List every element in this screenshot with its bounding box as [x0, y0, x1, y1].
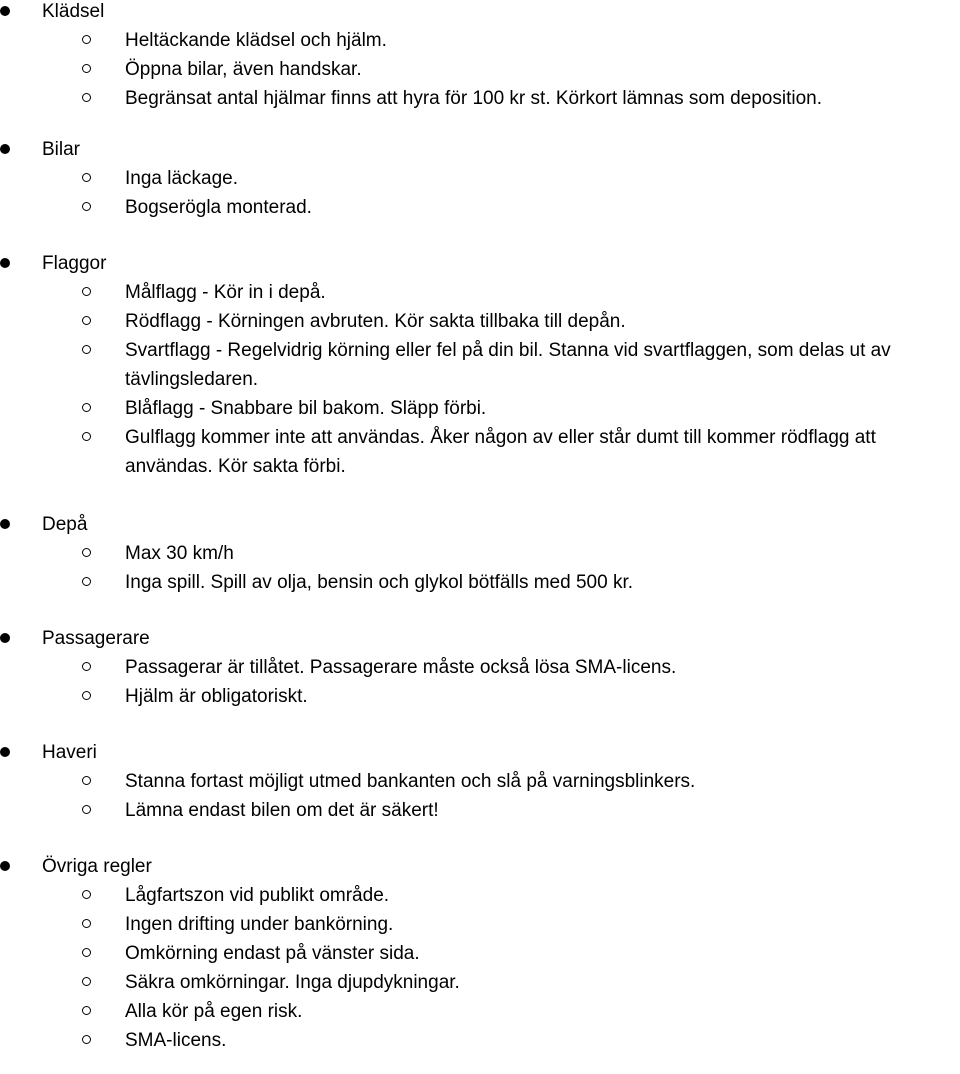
hollow-bullet-icon [82, 93, 91, 102]
hollow-bullet-icon [82, 919, 91, 928]
list-item [0, 796, 960, 825]
list-item [0, 278, 960, 307]
section-heading-text: Klädsel [42, 1, 105, 22]
bullet-dot-icon [0, 6, 10, 16]
section-heading-text: Flaggor [42, 253, 107, 274]
hollow-bullet-icon [82, 1035, 91, 1044]
hollow-bullet-icon [82, 662, 91, 671]
section-heading-text: Övriga regler [42, 856, 152, 877]
section-heading-text: Passagerare [42, 628, 150, 649]
hollow-bullet-icon [82, 776, 91, 785]
section-heading [0, 624, 960, 653]
list-item [0, 767, 960, 796]
list-item [0, 336, 960, 394]
section-bilar [0, 135, 960, 222]
list-item [0, 653, 960, 682]
hollow-bullet-icon [82, 977, 91, 986]
list-item [0, 997, 960, 1026]
rule-list [0, 767, 960, 825]
section-heading-text: Bilar [42, 139, 81, 160]
list-item-text: SMA-licens. [125, 1030, 227, 1051]
list-item [0, 26, 960, 55]
hollow-bullet-icon [82, 691, 91, 700]
hollow-bullet-icon [82, 316, 91, 325]
list-item-text: Bogserögla monterad. [125, 197, 312, 218]
section-heading [0, 0, 960, 26]
list-item-text: Begränsat antal hjälmar finns att hyra för 100 kr st. Körkort lämnas som deposition. [125, 88, 822, 109]
section-passagerare [0, 624, 960, 711]
bullet-dot-icon [0, 633, 10, 643]
rule-list [0, 278, 960, 481]
bullet-dot-icon [0, 519, 10, 529]
list-item [0, 423, 960, 481]
list-item-text: Passagerar är tillåtet. Passagerare måste också lösa SMA-licens. [125, 657, 677, 678]
list-item [0, 193, 960, 222]
section-haveri [0, 738, 960, 825]
hollow-bullet-icon [82, 345, 91, 354]
list-item-text: Målflagg - Kör in i depå. [125, 282, 326, 303]
list-item-text: Stanna fortast möjligt utmed bankanten och slå på varningsblinkers. [125, 771, 696, 792]
list-item-text: Inga läckage. [125, 168, 239, 189]
section-heading [0, 852, 960, 881]
list-item [0, 84, 960, 113]
list-item-text: Lämna endast bilen om det är säkert! [125, 800, 439, 821]
hollow-bullet-icon [82, 890, 91, 899]
list-item-text: Gulflagg kommer inte att användas. Åker någon av eller står dumt till kommer rödflagg att användas. Kör sakta förbi. [125, 427, 876, 477]
rule-list [0, 26, 960, 113]
section-heading [0, 249, 960, 278]
list-item-text: Säkra omkörningar. Inga djupdykningar. [125, 972, 460, 993]
hollow-bullet-icon [82, 805, 91, 814]
list-item-text: Ingen drifting under bankörning. [125, 914, 394, 935]
list-item [0, 939, 960, 968]
list-item-text: Öppna bilar, även handskar. [125, 59, 362, 80]
section-heading [0, 738, 960, 767]
list-item-text: Max 30 km/h [125, 543, 234, 564]
section-heading-text: Depå [42, 514, 88, 535]
rule-list [0, 164, 960, 222]
list-item-text: Hjälm är obligatoriskt. [125, 686, 308, 707]
hollow-bullet-icon [82, 548, 91, 557]
list-item-text: Omkörning endast på vänster sida. [125, 943, 420, 964]
section-heading-text: Haveri [42, 742, 97, 763]
list-item-text: Svartflagg - Regelvidrig körning eller fel på din bil. Stanna vid svartflaggen, som delas ut av tävlingsledaren. [125, 340, 891, 390]
hollow-bullet-icon [82, 403, 91, 412]
rule-list [0, 539, 960, 597]
hollow-bullet-icon [82, 432, 91, 441]
section-ovriga-regler [0, 852, 960, 1055]
list-item-text: Heltäckande klädsel och hjälm. [125, 30, 387, 51]
list-item [0, 968, 960, 997]
section-kladsel [0, 0, 960, 113]
list-item-text: Blåflagg - Snabbare bil bakom. Släpp förbi. [125, 398, 487, 419]
hollow-bullet-icon [82, 577, 91, 586]
bullet-dot-icon [0, 747, 10, 757]
list-item [0, 881, 960, 910]
hollow-bullet-icon [82, 202, 91, 211]
list-item-text: Rödflagg - Körningen avbruten. Kör sakta tillbaka till depån. [125, 311, 626, 332]
section-flaggor [0, 249, 960, 481]
list-item-text: Alla kör på egen risk. [125, 1001, 303, 1022]
list-item [0, 539, 960, 568]
list-item [0, 568, 960, 597]
list-item [0, 1026, 960, 1055]
list-item [0, 682, 960, 711]
list-item [0, 55, 960, 84]
hollow-bullet-icon [82, 1006, 91, 1015]
list-item [0, 164, 960, 193]
list-item-text: Inga spill. Spill av olja, bensin och glykol bötfälls med 500 kr. [125, 572, 633, 593]
section-heading [0, 510, 960, 539]
section-depa [0, 510, 960, 597]
list-item [0, 910, 960, 939]
hollow-bullet-icon [82, 948, 91, 957]
rule-list [0, 881, 960, 1055]
hollow-bullet-icon [82, 173, 91, 182]
bullet-dot-icon [0, 258, 10, 268]
section-heading [0, 135, 960, 164]
hollow-bullet-icon [82, 287, 91, 296]
hollow-bullet-icon [82, 35, 91, 44]
hollow-bullet-icon [82, 64, 91, 73]
bullet-dot-icon [0, 861, 10, 871]
bullet-dot-icon [0, 144, 10, 154]
list-item [0, 394, 960, 423]
rule-list [0, 653, 960, 711]
list-item [0, 307, 960, 336]
list-item-text: Lågfartszon vid publikt område. [125, 885, 390, 906]
